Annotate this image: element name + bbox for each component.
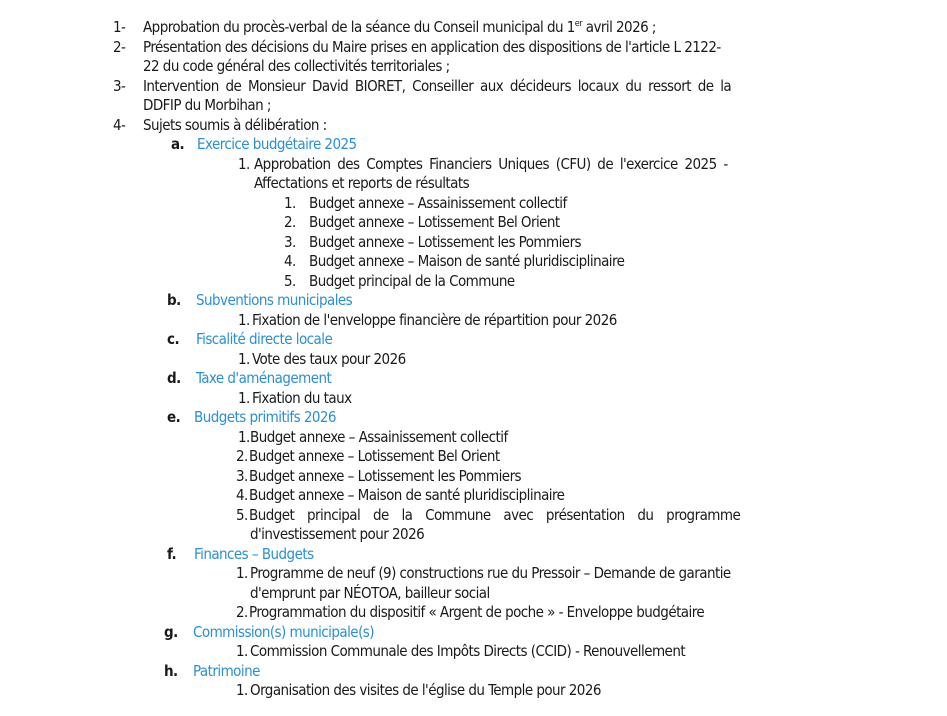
section-letter: c.: [167, 330, 180, 348]
section-e-entry-5-line2: d'investissement pour 2026: [250, 525, 425, 543]
entry-number: 1.: [236, 642, 248, 660]
item-text: Sujets soumis à délibération :: [143, 115, 327, 134]
entry-number: 1.: [238, 427, 250, 446]
entry-text: Vote des taux pour 2026: [252, 349, 406, 368]
sub-entry-number: 3.: [284, 232, 296, 251]
entry-number: 1.: [236, 681, 248, 699]
sub-entry-number: 1.: [284, 193, 296, 212]
item-text-end: avril 2026 ;: [582, 18, 656, 36]
sub-entry-number: 5.: [284, 271, 296, 290]
entry-text: Organisation des visites de l'église du Temple pour 2026: [250, 681, 601, 699]
agenda-item-3-line2: DDFIP du Morbihan ;: [143, 96, 271, 114]
item-number: 3-: [113, 76, 126, 95]
section-letter: h.: [164, 661, 178, 680]
section-letter: g.: [164, 622, 178, 641]
agenda-item-2: [0, 38, 836, 58]
entry-text-line1: Programme de neuf (9) constructions rue du Pressoir – Demande de garantie: [250, 564, 731, 582]
entry-text: Commission Communale des Impôts Directs (CCID) - Renouvellement: [250, 642, 686, 660]
section-title: Exercice budgétaire 2025: [197, 135, 357, 153]
section-letter: f.: [167, 544, 177, 563]
ordinal-superscript: er: [574, 19, 582, 29]
item-number: 1-: [113, 18, 126, 36]
entry-number: 3.: [236, 466, 248, 485]
section-letter: a.: [171, 135, 185, 153]
agenda-item-2-line2: 22 du code général des collectivités territoriales ;: [143, 57, 450, 75]
entry-text: Budget annexe – Lotissement Bel Orient: [249, 447, 500, 465]
sub-entry-text: Budget principal de la Commune: [309, 271, 515, 290]
section-title: Finances – Budgets: [194, 544, 314, 563]
sub-entry-text: Budget annexe – Maison de santé pluridisciplinaire: [309, 252, 625, 270]
entry-number: 5.: [236, 505, 248, 524]
section-title: Commission(s) municipale(s): [193, 622, 374, 641]
section-letter: b.: [167, 291, 181, 309]
entry-number: 1.: [236, 564, 248, 582]
entry-number: 1.: [238, 388, 250, 407]
entry-text: Programmation du dispositif « Argent de poche » - Enveloppe budgétaire: [249, 603, 705, 621]
section-title: Taxe d'aménagement: [196, 369, 332, 387]
section-a-entry-1-line2: Affectations et reports de résultats: [254, 174, 470, 192]
entry-text-line1: Approbation des Comptes Financiers Uniques (CFU) de l'exercice 2025 -: [254, 154, 728, 173]
entry-text: Budget annexe – Assainissement collectif: [250, 427, 508, 446]
entry-text: Fixation de l'enveloppe financière de répartition pour 2026: [252, 310, 617, 329]
entry-number: 2.: [236, 603, 248, 621]
item-text-line1: Présentation des décisions du Maire prises en application des dispositions de l'article L 2122-: [143, 37, 721, 56]
item-number: 2-: [113, 37, 126, 56]
sub-entry-number: 4.: [284, 252, 296, 270]
item-text-main: Approbation du procès-verbal de la séance du Conseil municipal du 1: [143, 18, 575, 36]
sub-entry-number: 2.: [284, 213, 296, 231]
entry-text: Fixation du taux: [252, 388, 352, 407]
sub-entry-text: Budget annexe – Assainissement collectif: [309, 193, 567, 212]
section-f-entry-1-line2: d'emprunt par NÉOTOA, bailleur social: [250, 583, 490, 602]
item-text-line1: Intervention de Monsieur David BIORET, Conseiller aux décideurs locaux du ressort de la: [143, 76, 732, 95]
section-title: Fiscalité directe locale: [196, 330, 333, 348]
section-title: Budgets primitifs 2026: [194, 408, 336, 426]
entry-number: 1.: [238, 154, 250, 173]
sub-entry-text: Budget annexe – Lotissement les Pommiers: [309, 232, 582, 251]
section-letter: d.: [167, 369, 181, 387]
entry-number: 4.: [236, 486, 248, 504]
section-title: Patrimoine: [193, 661, 260, 680]
item-number: 4-: [113, 115, 126, 134]
sub-entry-text: Budget annexe – Lotissement Bel Orient: [309, 213, 560, 231]
section-title: Subventions municipales: [196, 291, 353, 309]
section-letter: e.: [167, 408, 181, 426]
entry-number: 1.: [238, 349, 250, 368]
entry-number: 2.: [236, 447, 248, 465]
entry-text: Budget annexe – Maison de santé pluridisciplinaire: [249, 486, 565, 504]
item-text: [143, 18, 656, 38]
entry-text-line1: Budget principal de la Commune avec présentation du programme: [249, 505, 741, 524]
entry-text: Budget annexe – Lotissement les Pommiers: [249, 466, 522, 485]
entry-number: 1.: [238, 310, 250, 329]
